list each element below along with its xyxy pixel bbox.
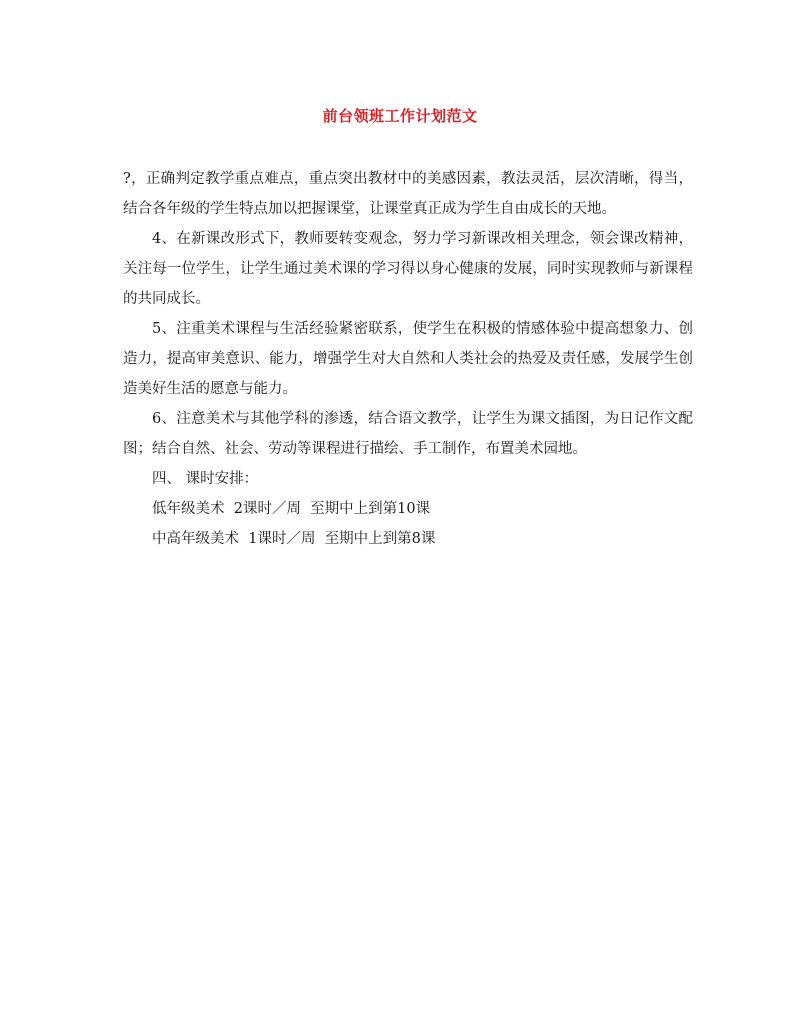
document-body xyxy=(123,164,693,554)
paragraph-teaching-focus: ?，正确判定教学重点难点，重点突出教材中的美感因素，教法灵活，层次清晰，得当，结合各年级的学生特点加以把握课堂，让课堂真正成为学生自由成长的天地。 xyxy=(123,171,693,217)
paragraph-item-5: 5、注重美术课程与生活经验紧密联系，使学生在积极的情感体验中提高想象力、创造力，提高审美意识、能力，增强学生对大自然和人类社会的热爱及责任感，发展学生创造美好生活的愿意与能力。 xyxy=(123,321,693,397)
paragraph-item-6: 6、注意美术与其他学科的渗透，结合语文教学，让学生为课文插图，为日记作文配图；结合自然、社会、劳动等课程进行描绘、手工制作，布置美术园地。 xyxy=(123,411,693,457)
paragraph-item-4: 4、在新课改形式下，教师要转变观念，努力学习新课改相关理念，领会课改精神，关注每一位学生，让学生通过美术课的学习得以身心健康的发展，同时实现教师与新课程的共同成长。 xyxy=(123,231,693,307)
section-heading-schedule: 四、 课时安排： xyxy=(152,471,259,487)
document-title: 前台领班工作计划范文 xyxy=(322,107,478,125)
schedule-line-upper-grade: 中高年级美术 1课时／周 至期中上到第8课 xyxy=(152,531,436,547)
schedule-line-lower-grade: 低年级美术 2课时／周 至期中上到第10课 xyxy=(152,501,431,517)
